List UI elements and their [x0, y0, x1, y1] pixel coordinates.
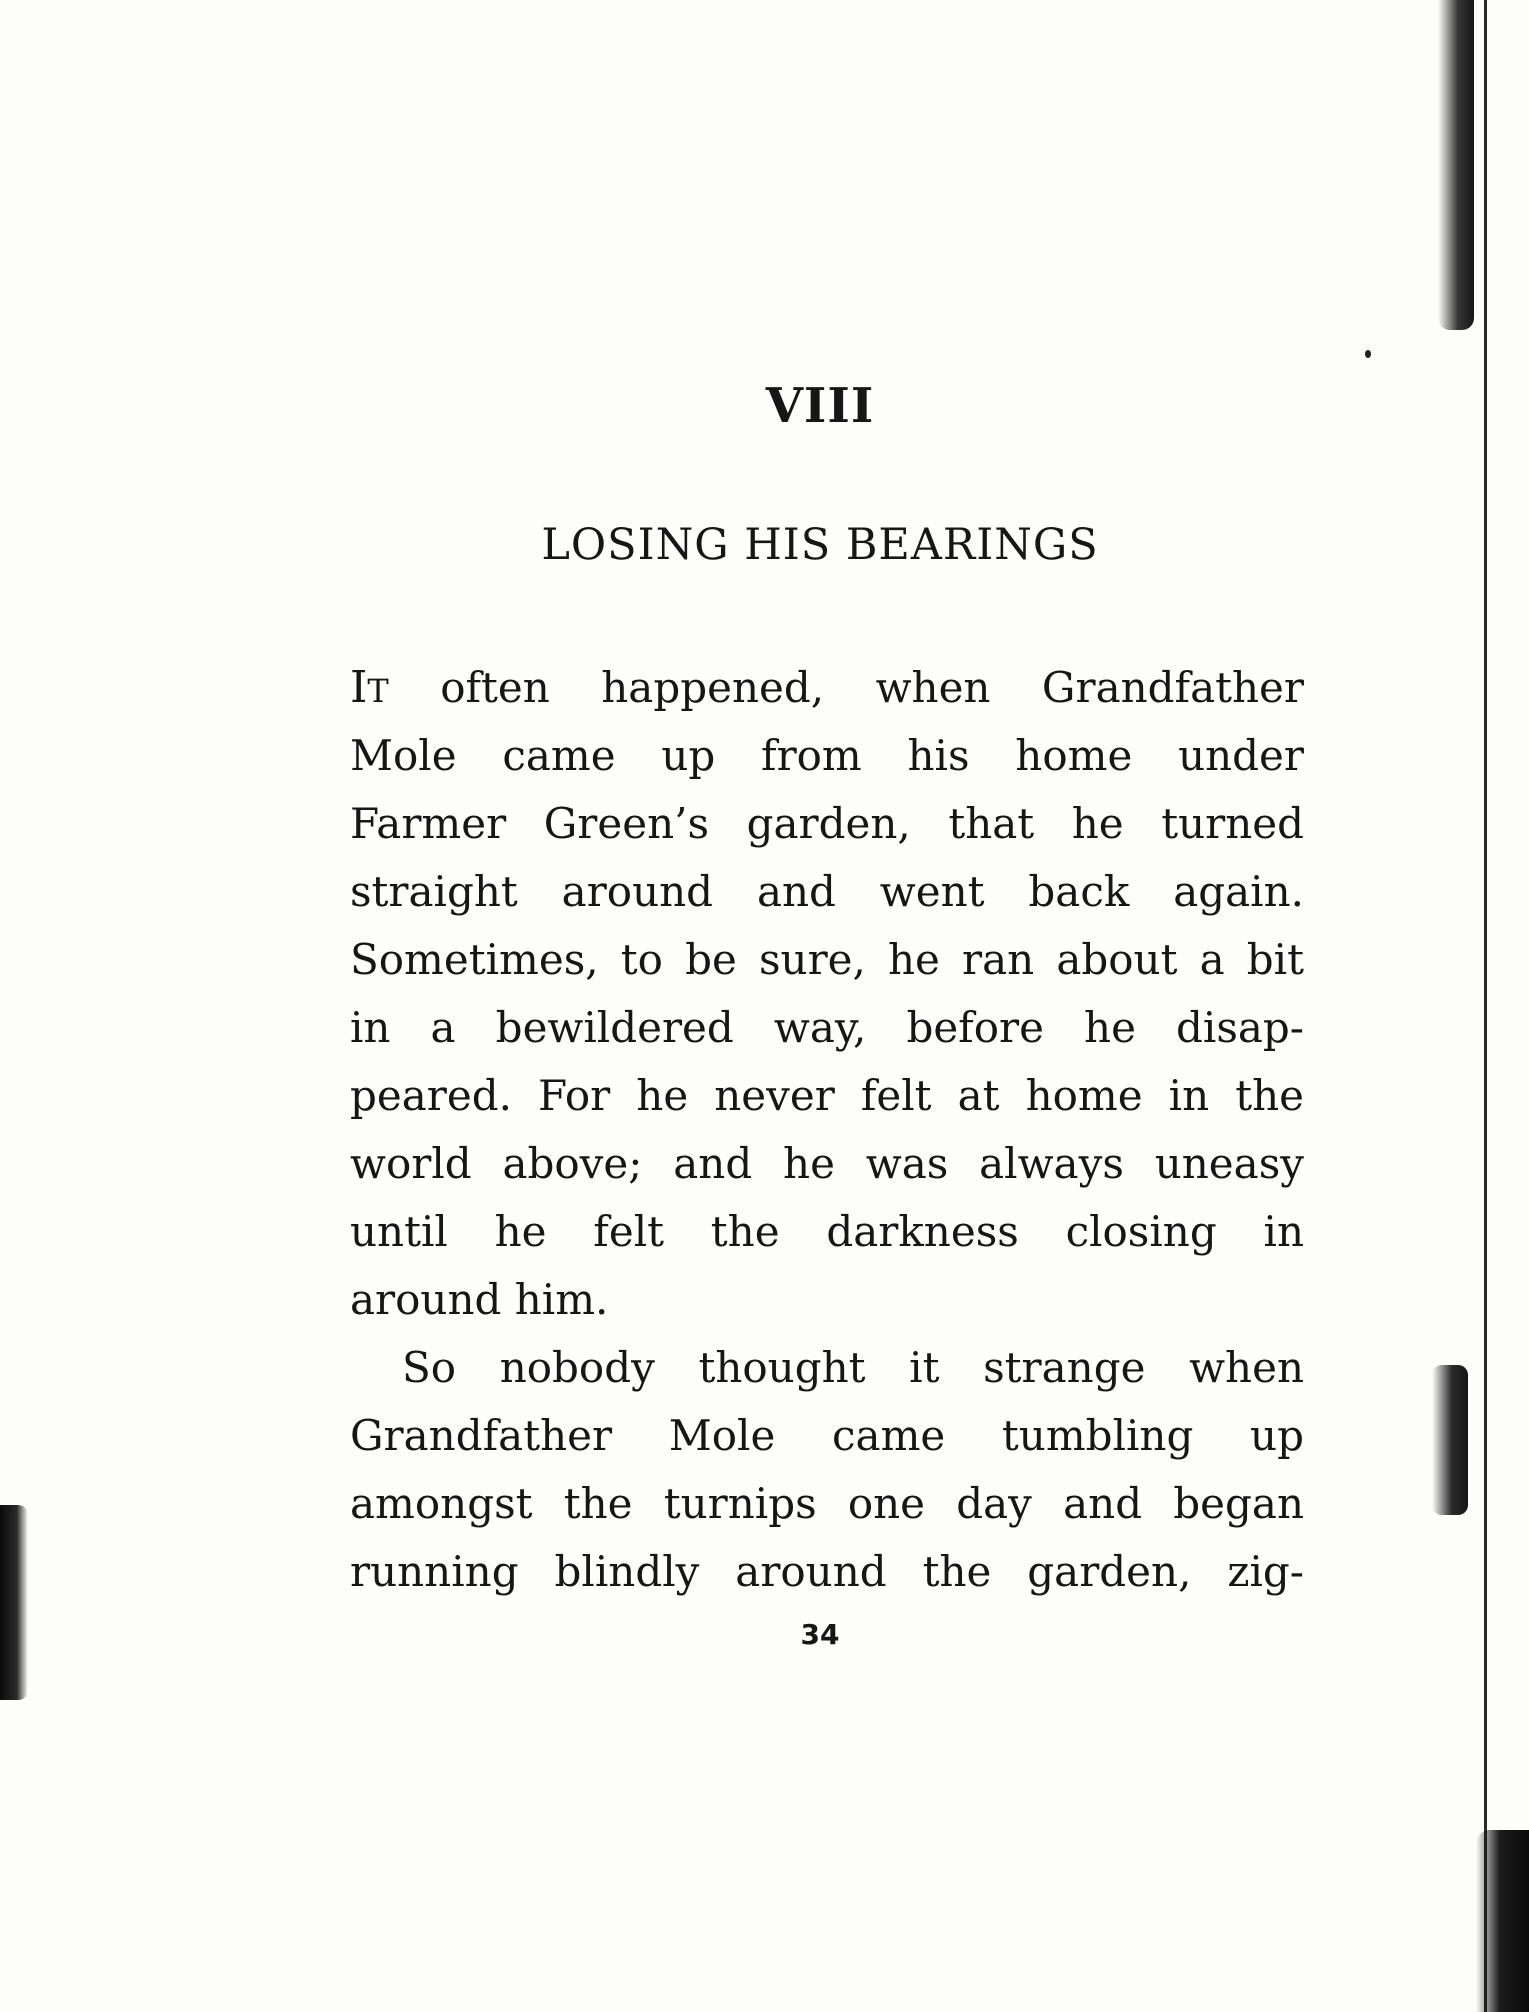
opening-small-caps: T: [367, 672, 389, 710]
paragraph-1-line: in a bewildered way, before he disap-: [350, 1003, 1304, 1052]
paragraph-1-line: Sometimes, to be sure, he ran about a bit: [350, 935, 1304, 984]
opening-capital: I: [350, 662, 368, 713]
paragraph-1-line-1: [350, 654, 1304, 722]
paragraph-1-line: Mole came up from his home under: [350, 731, 1304, 780]
paragraph-2-line: amongst the turnips one day and began: [350, 1479, 1304, 1528]
page-number: 34: [800, 1618, 840, 1651]
paragraph-1-line: world above; and he was always uneasy: [350, 1139, 1304, 1188]
paragraph-1-line: Farmer Green’s garden, that he turned: [350, 799, 1304, 848]
scan-shadow-left: [0, 1505, 28, 1700]
paragraph-1-line: peared. For he never felt at home in the: [350, 1071, 1304, 1120]
paragraph-1-line: around him.: [350, 1275, 609, 1324]
paragraph-2-line: running blindly around the garden, zig-: [350, 1547, 1304, 1596]
paragraph-2-line: Grandfather Mole came tumbling up: [350, 1411, 1304, 1460]
page-edge-line: [1484, 0, 1487, 2012]
scan-shadow-middle: [1432, 1365, 1468, 1515]
paragraph-2-line: So nobody thought it strange when: [402, 1343, 1304, 1392]
body-text: [350, 654, 1304, 1606]
chapter-title: LOSING HIS BEARINGS: [541, 520, 1099, 570]
chapter-number: VIII: [765, 378, 875, 434]
scan-shadow-top: [1438, 0, 1474, 330]
scan-shadow-bottom: [1476, 1830, 1529, 2012]
paragraph-1-line: until he felt the darkness closing in: [350, 1207, 1304, 1256]
scan-speck: [1365, 350, 1371, 358]
first-line-text: often happened, when Grandfather: [388, 663, 1304, 712]
paragraph-1-line: straight around and went back again.: [350, 867, 1304, 916]
